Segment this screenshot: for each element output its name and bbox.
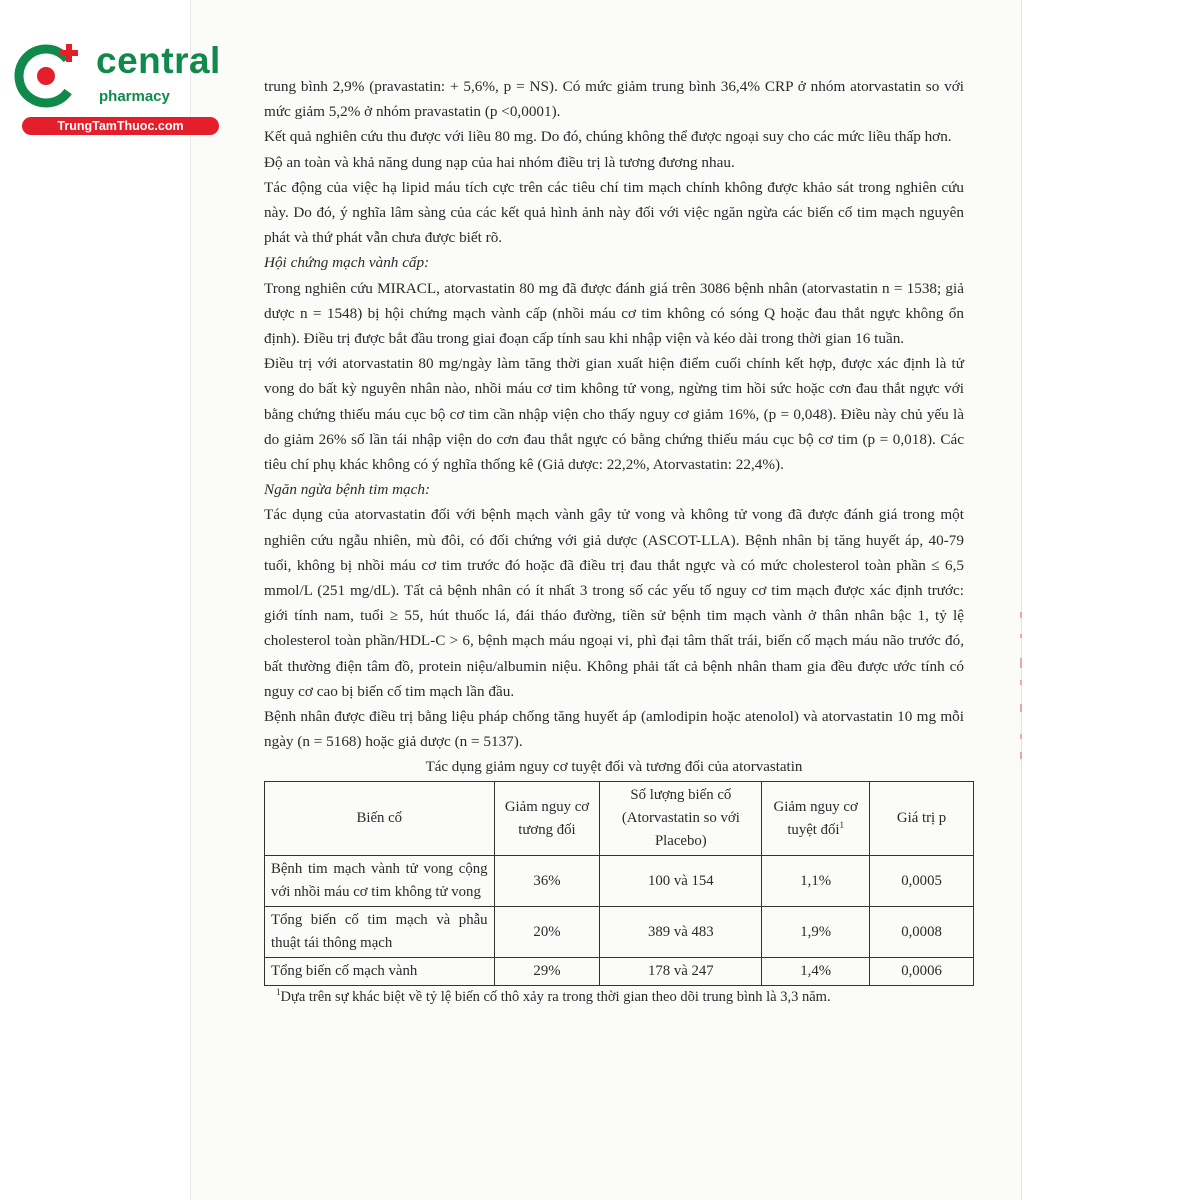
cell-p: 0,0008	[870, 907, 974, 958]
table-caption: Tác dụng giảm nguy cơ tuyệt đối và tương đối của atorvastatin	[425, 759, 803, 776]
cell-count: 178 và 247	[600, 958, 762, 986]
footnote-mark: 1	[276, 987, 281, 998]
paragraph: Tác động của việc hạ lipid máu tích cực trên các tiêu chí tim mạch chính không được khảo sát trong nghiên cứu này. Do đó, ý nghĩa lâm sàng của các kết quả hình ảnh này đối với việc ngăn ngừa các biến cố tim mạch nguyên phát và thứ phát vẫn chưa được biết rõ.	[264, 178, 964, 247]
paragraph: Bệnh nhân được điều trị bằng liệu pháp chống tăng huyết áp (amlodipin hoặc atenolol) và atorvastatin 10 mg mỗi ngày (n = 5168) hoặc giả dược (n = 5137).	[264, 708, 964, 751]
cell-relative: 36%	[494, 856, 600, 907]
cell-absolute: 1,9%	[762, 907, 870, 958]
paragraph: trung bình 2,9% (pravastatin: + 5,6%, p = NS). Có mức giảm trung bình 36,4% CRP ở nhóm atorvastatin so với mức giảm 5,2% ở nhóm pravastatin (p <0,0001).	[264, 78, 964, 121]
cell-count: 389 và 483	[600, 907, 762, 958]
logo-url-badge[interactable]: TrungTamThuoc.com	[22, 117, 219, 135]
paragraph: Độ an toàn và khả năng dung nạp của hai nhóm điều trị là tương đương nhau.	[264, 153, 735, 171]
table-footnote	[276, 986, 964, 1008]
logo-name: central	[96, 40, 221, 81]
table-header-row	[265, 782, 974, 856]
cell-relative: 29%	[494, 958, 600, 986]
paragraph: Kết quả nghiên cứu thu được với liều 80 mg. Do đó, chúng không thể được ngoại suy cho các mức liều thấp hơn.	[264, 128, 952, 146]
cell-relative: 20%	[494, 907, 600, 958]
paragraph: Tác dụng của atorvastatin đối với bệnh mạch vành gây tử vong và không tử vong đã được đánh giá trong một nghiên cứu ngẫu nhiên, mù đôi, có đối chứng với giả dược (ASCOT-LLA). Bệnh nhân bị tăng huyết áp, 40-79 tuổi, không bị nhồi máu cơ tim trước đó hoặc đã điều trị đau thắt ngực và có mức cholesterol toàn phần ≤ 6,5 mmol/L (251 mg/dL). Tất cả bệnh nhân có ít nhất 3 trong số các yếu tố nguy cơ tim mạch được xác định trước: giới tính nam, tuổi ≥ 55, hút thuốc lá, đái tháo đường, tiền sử bệnh tim mạch vành ở thân nhân bậc 1, tỷ lệ cholesterol toàn phần/HDL-C > 6, bệnh mạch máu ngoại vi, phì đại tâm thất trái, biến cố mạch máu não trước đó, bất thường điện tâm đồ, protein niệu/albumin niệu. Không phải tất cả bệnh nhân tham gia đều được ước tính có nguy cơ cao bị biến cố tim mạch lần đầu.	[264, 506, 964, 700]
cell-p: 0,0005	[870, 856, 974, 907]
logo-ring-icon	[10, 38, 96, 114]
table-row	[265, 907, 974, 958]
header-absolute-risk	[762, 782, 870, 856]
header-event-count: Số lượng biến cố (Atorvastatin so với Placebo)	[600, 782, 762, 856]
cell-absolute: 1,1%	[762, 856, 870, 907]
footnote-text: Dựa trên sự khác biệt về tỷ lệ biến cố thô xảy ra trong thời gian theo dõi trung bình là 3,3 năm.	[280, 989, 831, 1006]
table-row	[265, 958, 974, 986]
margin-marks	[1018, 612, 1026, 762]
table-row	[265, 856, 974, 907]
cell-event: Tổng biến cố tim mạch và phẫu thuật tái thông mạch	[265, 907, 495, 958]
cell-p: 0,0006	[870, 958, 974, 986]
cell-event: Bệnh tim mạch vành tử vong cộng với nhồi máu cơ tim không tử vong	[265, 856, 495, 907]
risk-reduction-table	[264, 781, 974, 986]
footnote-marker: 1	[839, 820, 845, 831]
cell-count: 100 và 154	[600, 856, 762, 907]
document-content	[264, 74, 964, 1008]
section-heading-prevention: Ngăn ngừa bệnh tim mạch:	[264, 481, 431, 499]
section-heading-acs: Hội chứng mạch vành cấp:	[264, 254, 430, 272]
cell-absolute: 1,4%	[762, 958, 870, 986]
header-p-value: Giá trị p	[870, 782, 974, 856]
cell-event: Tổng biến cố mạch vành	[265, 958, 495, 986]
header-event: Biến cố	[265, 782, 495, 856]
logo-subtitle: pharmacy	[99, 88, 170, 105]
paragraph: Điều trị với atorvastatin 80 mg/ngày làm tăng thời gian xuất hiện điểm cuối chính kết hợp, được xác định là tử vong do bất kỳ nguyên nhân nào, nhồi máu cơ tim không tử vong, ngừng tim hồi sức hoặc cơn đau thắt ngực với bằng chứng thiếu máu cục bộ cơ tim cần nhập viện cho thấy nguy cơ giảm 16%, (p = 0,048). Điều này chủ yếu là do giảm 26% số lần tái nhập viện do cơn đau thắt ngực có bằng chứng thiếu máu cục bộ cơ tim (p = 0,018). Các tiêu chí phụ khác không có ý nghĩa thống kê (Giả dược: 22,2%, Atorvastatin: 22,4%).	[264, 355, 964, 474]
header-relative-risk: Giảm nguy cơ tương đối	[494, 782, 600, 856]
paragraph: Trong nghiên cứu MIRACL, atorvastatin 80 mg đã được đánh giá trên 3086 bệnh nhân (atorvastatin n = 1538; giả dược n = 1548) bị hội chứng mạch vành cấp (nhồi máu cơ tim không có sóng Q hoặc đau thắt ngực không ổn định). Điều trị được bắt đầu trong giai đoạn cấp tính sau khi nhập viện và kéo dài trong thời gian 16 tuần.	[264, 279, 964, 348]
header-absolute-risk-label: Giảm nguy cơ tuyệt đối	[773, 798, 858, 838]
central-pharmacy-logo[interactable]	[10, 38, 221, 138]
